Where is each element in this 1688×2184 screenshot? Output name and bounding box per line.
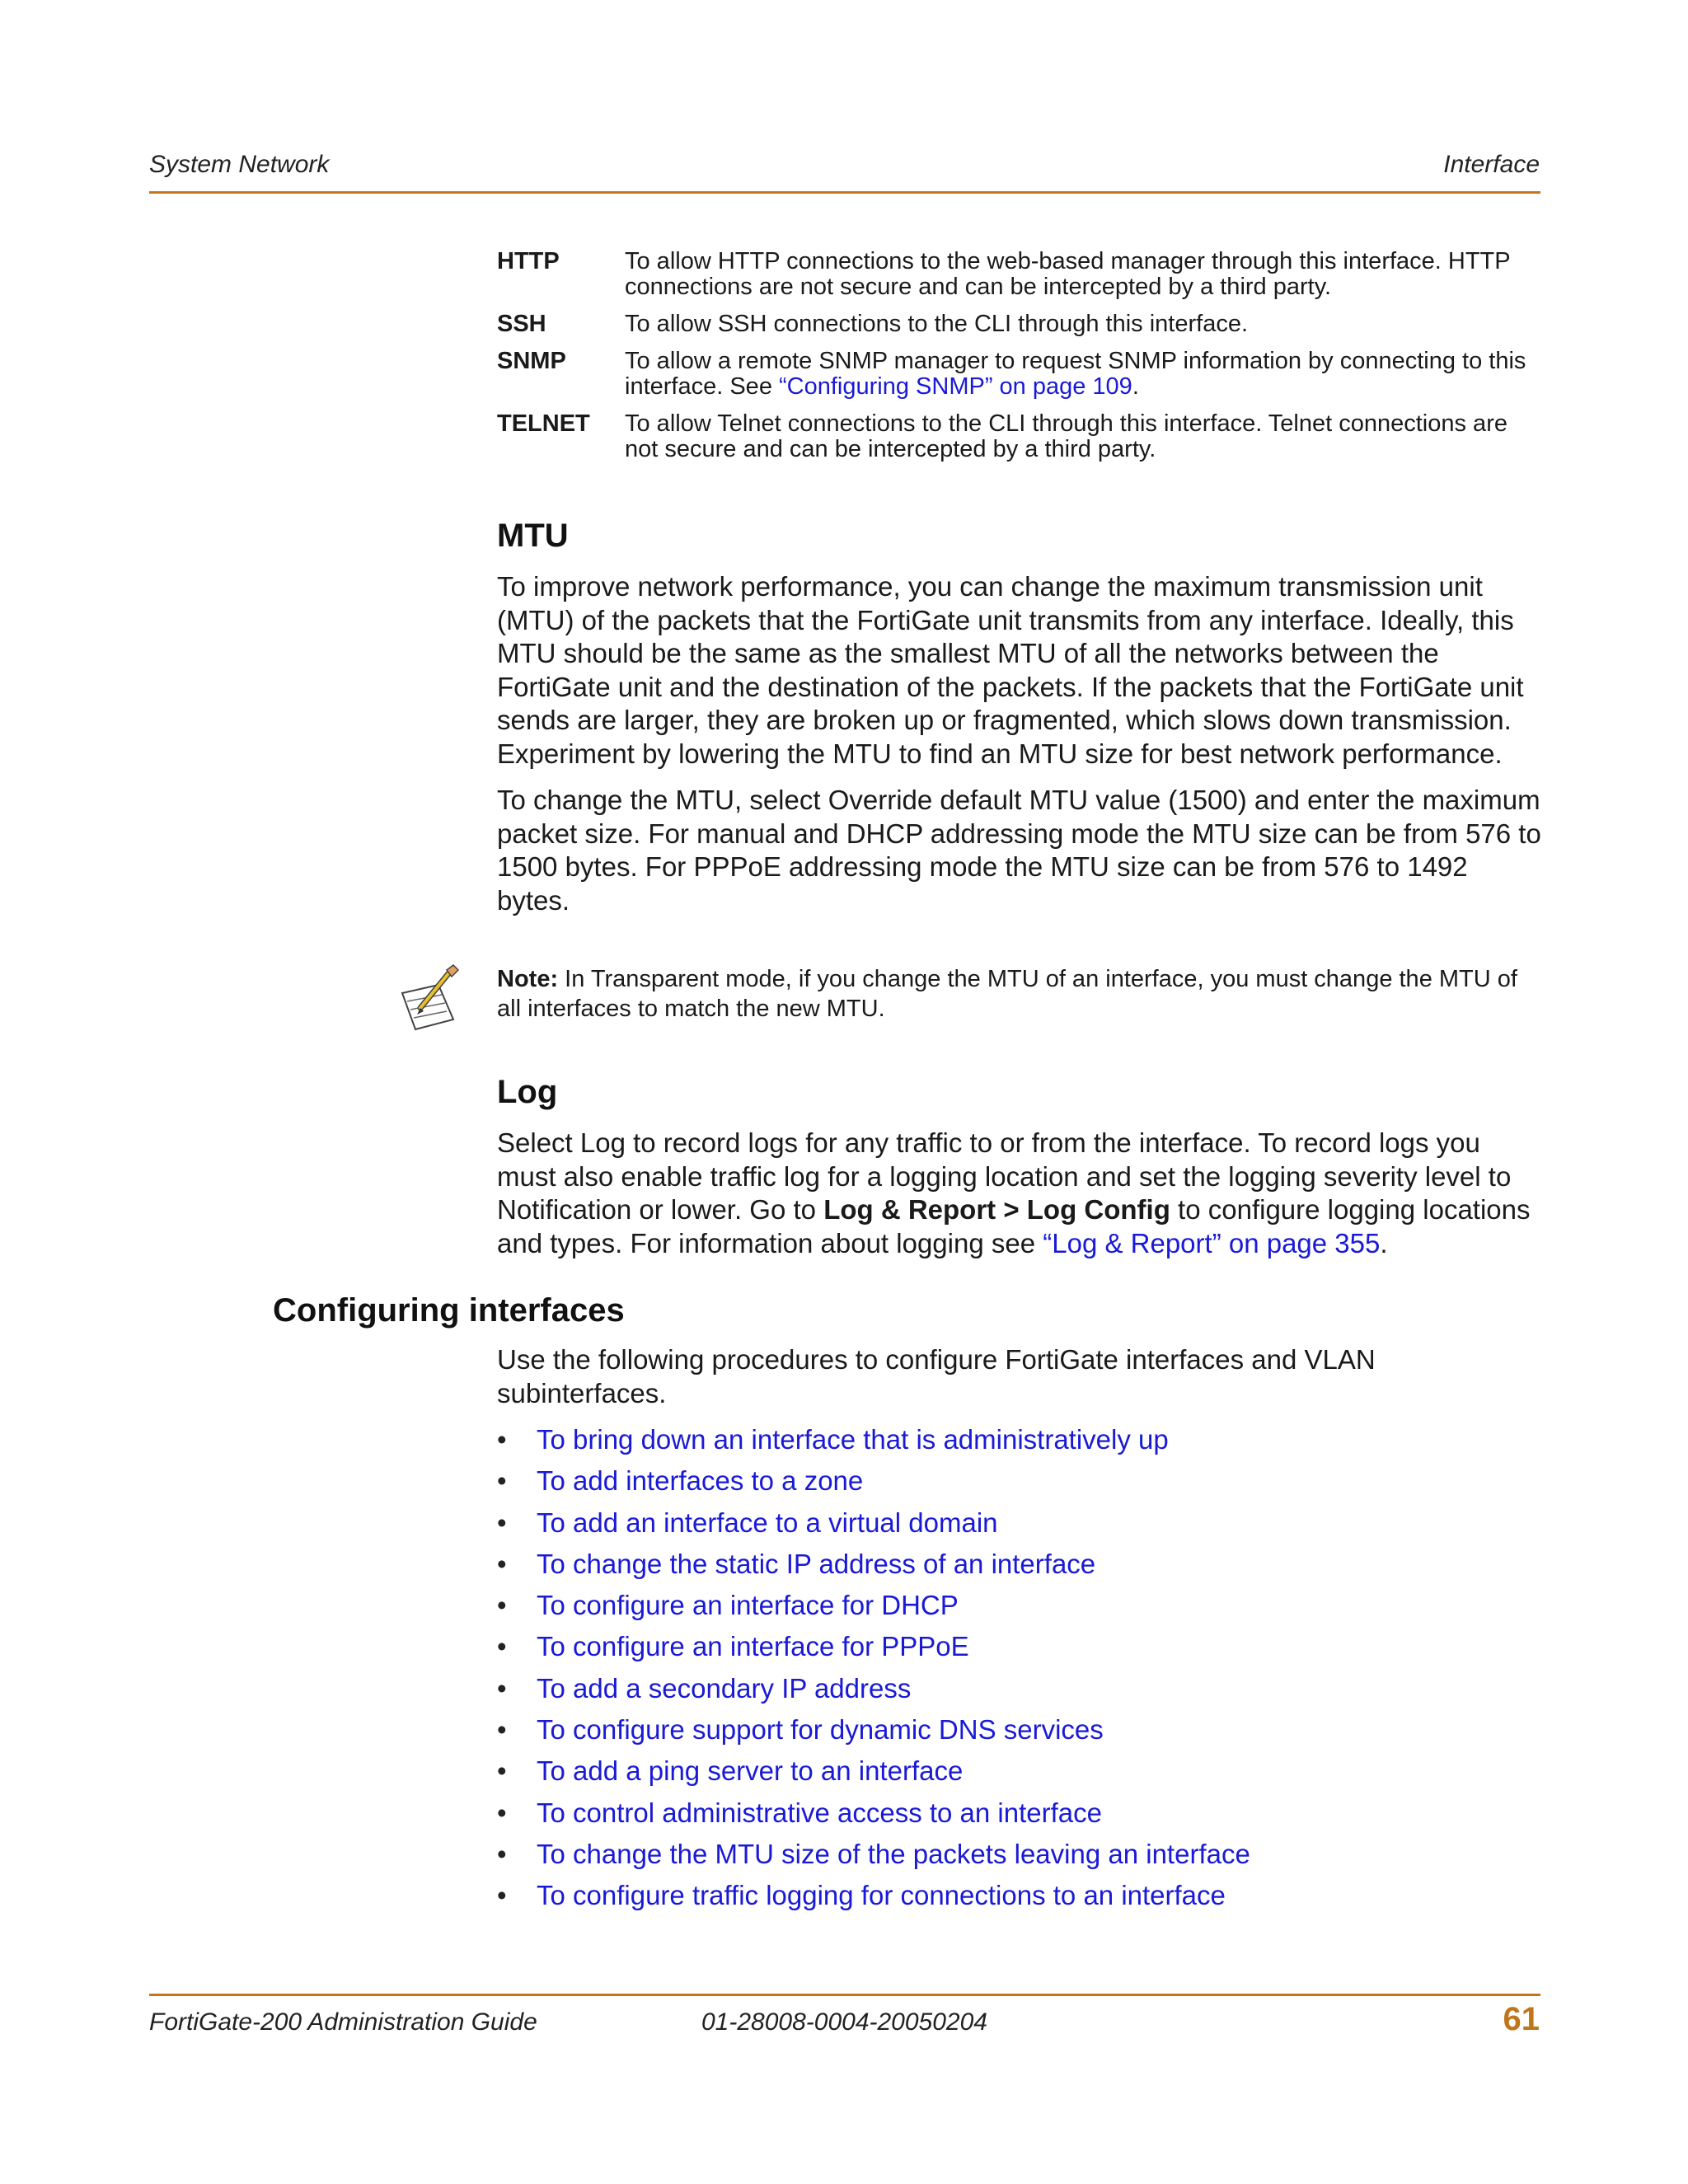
access-item-ssh: [497, 312, 1544, 337]
list-item: [497, 1548, 1250, 1589]
bullet: •: [497, 1465, 507, 1497]
access-term: HTTP: [497, 248, 560, 274]
admin-access-list: [497, 249, 1544, 474]
list-item: [497, 1838, 1250, 1879]
access-item-http: [497, 249, 1544, 300]
note-label: Note:: [497, 966, 559, 992]
header-rule: [149, 191, 1540, 194]
page-number: 61: [1503, 2001, 1540, 2037]
access-item-snmp: [497, 349, 1544, 400]
list-item: [497, 1423, 1250, 1465]
bullet: •: [497, 1507, 507, 1538]
procedure-link[interactable]: To add a secondary IP address: [537, 1672, 912, 1704]
mtu-paragraph-2: To change the MTU, select Override default MTU value (1500) and enter the maximum packet size. For manual and DHCP addressing mode the MTU size can be from 576 to 1500 bytes. For PPPoE addressing mode the MTU size can be from 576 to 1492 bytes.: [497, 785, 1541, 916]
procedure-link[interactable]: To configure an interface for PPPoE: [537, 1631, 969, 1662]
list-item: [497, 1465, 1250, 1506]
list-item: [497, 1672, 1250, 1713]
bullet: •: [497, 1672, 507, 1704]
procedure-link[interactable]: To add a ping server to an interface: [537, 1755, 964, 1787]
running-header-chapter: Interface: [1443, 151, 1540, 178]
access-term: TELNET: [497, 410, 590, 437]
configuring-intro: Use the following procedures to configure FortiGate interfaces and VLAN subinterfaces.: [497, 1344, 1376, 1408]
running-header-section: System Network: [149, 151, 330, 178]
procedure-link[interactable]: To configure traffic logging for connections to an interface: [537, 1880, 1226, 1911]
bullet: •: [497, 1755, 507, 1787]
list-item: [497, 1797, 1250, 1838]
bullet: •: [497, 1631, 507, 1662]
procedure-link[interactable]: To add interfaces to a zone: [537, 1465, 864, 1497]
note-callout: [497, 964, 1544, 1024]
footer-guide-title: FortiGate-200 Administration Guide: [149, 2008, 537, 2036]
bullet: •: [497, 1590, 507, 1621]
log-text: Select Log to record logs for any traffic to or from the interface. To record logs you must also enable traffic log for a logging location and set the logging severity level to Notification or lower. Go to: [497, 1127, 1512, 1225]
procedure-link[interactable]: To configure support for dynamic DNS services: [537, 1714, 1104, 1746]
access-term: SNMP: [497, 348, 566, 374]
list-item: [497, 1879, 1250, 1920]
bullet: •: [497, 1548, 507, 1579]
log-text: to configure logging locations and types. For information about logging see: [497, 1194, 1531, 1258]
access-item-telnet: [497, 411, 1544, 462]
bullet: •: [497, 1880, 507, 1911]
list-item: [497, 1630, 1250, 1671]
access-desc: [625, 349, 1544, 400]
log-report-link[interactable]: “Log & Report” on page 355: [1043, 1227, 1381, 1258]
bullet: •: [497, 1714, 507, 1746]
configuring-snmp-link[interactable]: “Configuring SNMP” on page 109: [779, 373, 1132, 400]
access-desc: To allow SSH connections to the CLI through this interface.: [625, 311, 1249, 337]
list-item: [497, 1755, 1250, 1796]
footer-document-id: 01-28008-0004-20050204: [701, 2008, 987, 2036]
procedure-link[interactable]: To change the static IP address of an interface: [537, 1548, 1096, 1579]
access-desc-text: .: [1132, 373, 1139, 400]
access-term: SSH: [497, 311, 546, 337]
access-desc-text: To allow a remote SNMP manager to request SNMP information by connecting to this interface. See: [625, 348, 1526, 400]
access-desc: To allow Telnet connections to the CLI through this interface. Telnet connections are not secure and can be intercepted by a third party.: [625, 410, 1507, 462]
bullet: •: [497, 1424, 507, 1455]
procedure-link[interactable]: To control administrative access to an interface: [537, 1797, 1102, 1828]
footer-rule: [149, 1994, 1540, 1996]
procedure-link[interactable]: To bring down an interface that is administratively up: [537, 1424, 1169, 1455]
procedure-link-list: [497, 1423, 1250, 1921]
configuring-interfaces-heading: Configuring interfaces: [273, 1292, 625, 1329]
bullet: •: [497, 1838, 507, 1869]
note-pencil-icon: [396, 960, 470, 1034]
procedure-link[interactable]: To change the MTU size of the packets leaving an interface: [537, 1838, 1250, 1869]
note-text: In Transparent mode, if you change the MTU of an interface, you must change the MTU of all interfaces to match the new MTU.: [497, 966, 1517, 1022]
log-heading: Log: [497, 1074, 558, 1110]
log-text: .: [1380, 1227, 1388, 1258]
mtu-paragraph-1: To improve network performance, you can change the maximum transmission unit (MTU) of the packets that the FortiGate unit transmits from any interface. Ideally, this MTU should be the same as the smallest MTU of all the networks between the FortiGate unit and the destination of the packets. If the packets that the FortiGate unit sends are larger, they are broken up or fragmented, which slows down transmission. Experiment by lowering the MTU to find an MTU size for best network performance.: [497, 571, 1524, 769]
list-item: [497, 1713, 1250, 1755]
procedure-link[interactable]: To configure an interface for DHCP: [537, 1590, 959, 1621]
list-item: [497, 1507, 1250, 1548]
bullet: •: [497, 1797, 507, 1828]
log-paragraph: [497, 1127, 1544, 1260]
list-item: [497, 1589, 1250, 1630]
mtu-heading: MTU: [497, 518, 569, 554]
log-menu-path: Log & Report > Log Config: [823, 1194, 1170, 1225]
procedure-link[interactable]: To add an interface to a virtual domain: [537, 1507, 998, 1538]
access-desc: To allow HTTP connections to the web-based manager through this interface. HTTP connections are not secure and can be intercepted by a third party.: [625, 248, 1511, 300]
